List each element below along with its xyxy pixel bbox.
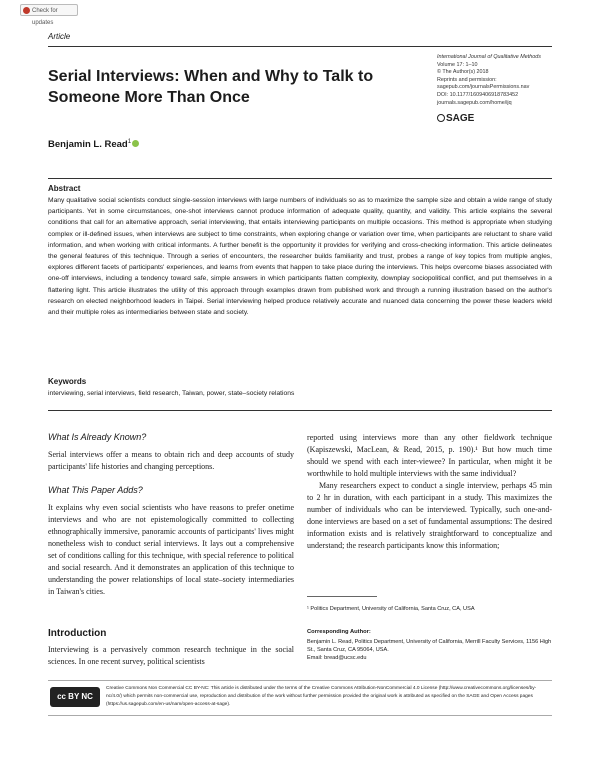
journal-reprints: Reprints and permission: <box>437 76 497 83</box>
orcid-icon[interactable] <box>132 140 139 147</box>
author-line <box>48 139 139 150</box>
affiliation-mark: 1 <box>127 139 132 145</box>
affiliation-footnote: ¹ Politics Department, University of California, Santa Cruz, CA, USA <box>307 606 475 612</box>
license-box <box>48 680 552 716</box>
top-divider <box>48 46 552 47</box>
footnote-divider <box>307 596 377 597</box>
adds-text: It explains why even social scientists who have reasons to prefer onetime interviews and who are not epistemologically committed to collecting ethnographically immersive, panoramic accounts of participants' lives might nonetheless wish to conduct serial interviews. It lays out a comprehensive set of conditions calling for this technique, with special reference to political and social research. And it demonstrates an application of this technique to understanding the power relationships of local state–society intermediaries in Taiwan's cities. <box>48 503 294 596</box>
keywords-heading: Keywords <box>48 377 87 386</box>
adds-heading: What This Paper Adds? <box>48 485 143 495</box>
journal-copyright: © The Author(s) 2018 <box>437 69 489 76</box>
check-updates-icon <box>23 7 30 14</box>
summary-box <box>48 432 294 598</box>
keywords-text: interviewing, serial interviews, field research, Taiwan, power, state–society relations <box>48 390 295 397</box>
author-name: Benjamin L. Read <box>48 139 128 151</box>
article-title: Serial Interviews: When and Why to Talk to Someone More Than Once <box>48 68 374 106</box>
introduction-body <box>48 644 294 668</box>
publisher-logo: SAGE <box>437 113 474 124</box>
abstract-divider <box>48 178 552 179</box>
body-divider <box>48 410 552 411</box>
section-label: Article <box>48 32 71 41</box>
corresponding-address: Benjamin L. Read, Politics Department, University of California, Merrill Faculty Services, 1156 High St., Santa Cruz, CA 95064, USA. <box>307 639 552 654</box>
corresponding-email[interactable]: Email: bread@ucsc.edu <box>307 655 367 662</box>
body-paragraph-2: Many researchers expect to conduct a single interview, perhaps 45 min to 2 hr in duration, with each participant in a study. This maximizes the number of individuals who can be interviewed. Typically, such one-and-done interviews are based on a set of fundamental assumptions: The desired information exists and is relatively straightforward to conceptualize and understand; the research participants know this information; <box>307 481 552 550</box>
license-text: Creative Commons Non Commercial CC BY-NC: This article is distributed under the terms of the Creative Commons Attribution-NonCommercial 4.0 License (http://www.creativecommons.org/licenses/by-nc/4.0/) which permits non-commercial use, reproduction and distribution of the work without further permission provided the original work is attributed as specified on the SAGE and Open Access pages (https://us.sagepub.com/en-us/nam/open-access-at-sage). <box>106 686 537 707</box>
creative-commons-icon[interactable]: cc BY NC <box>50 687 100 707</box>
journal-home-link[interactable]: journals.sagepub.com/home/ijq <box>437 99 512 106</box>
journal-volume: Volume 17: 1–10 <box>437 61 478 68</box>
sage-logo-icon <box>437 114 445 122</box>
introduction-paragraph: Interviewing is a pervasively common research technique in the social sciences. In one recent survey, political scientists <box>48 645 294 666</box>
journal-info <box>437 54 557 107</box>
abstract-heading: Abstract <box>48 184 81 193</box>
corresponding-heading: Corresponding Author: <box>307 629 371 635</box>
introduction-heading: Introduction <box>48 628 107 639</box>
journal-doi[interactable]: DOI: 10.1177/1609406918783452 <box>437 91 519 98</box>
journal-name: International Journal of Qualitative Methods <box>437 54 541 60</box>
corresponding-details <box>307 638 552 663</box>
body-paragraph-1: reported using interviews more than any other fieldwork technique (Kapiszewski, MacLean, & Read, 2015, p. 190).¹ But how much time should we spend with each inter-viewee? In particular, when might it be worthwhile to hold multiple interviews with the same individual? <box>307 433 552 478</box>
check-updates-label: Check for updates <box>32 8 58 26</box>
known-heading: What Is Already Known? <box>48 432 147 442</box>
known-text: Serial interviews offer a means to obtain rich and deep accounts of study participants' life histories and changing perceptions. <box>48 450 294 471</box>
right-column-body <box>307 432 552 552</box>
check-for-updates-badge[interactable] <box>20 4 78 26</box>
journal-permissions-link[interactable]: sagepub.com/journalsPermissions.nav <box>437 84 530 91</box>
abstract-text: Many qualitative social scientists conduct single-session interviews with large numbers of individuals so as to maximize the sample size and obtain a wide range of study participants. Yet in some circumstances, one-shot interviews cannot produce information of adequate quality, quantity, and validity. This article explains the several conditions that call for an alternative approach, serial interviewing, that entails interviewing participants on multiple occasions. This method is appropriate when studying complex or ill-defined issues, when interviews are subject to time constraints, when exploring change or variation over time, when participants are reluctant to share valid information, and when working with critical informants. A further benefit is the opportunity it provides for verifying and cross-checking information. This article delineates the general features of this technique. Through a series of encounters, the researcher builds familiarity and trust, probes a range of key topics from multiple angles, explores different facets of participants' experiences, and learns from events that happen to take place during the interviews. This helps overcome biases associated with one-off interviews, including a tendency toward safe, simple answers in which participants flatten complexity, downplay sociopolitical conflict, and put themselves in a flattering light. This article illustrates the utility of this approach through examples drawn from published work and through a running illustration based on the author's research on elected neighborhood leaders in Taipei. Serial interviewing helped produce relatively accurate and nuanced data concerning the power these leaders wield and their multiple roles as intermediaries between state and society. <box>48 197 552 317</box>
